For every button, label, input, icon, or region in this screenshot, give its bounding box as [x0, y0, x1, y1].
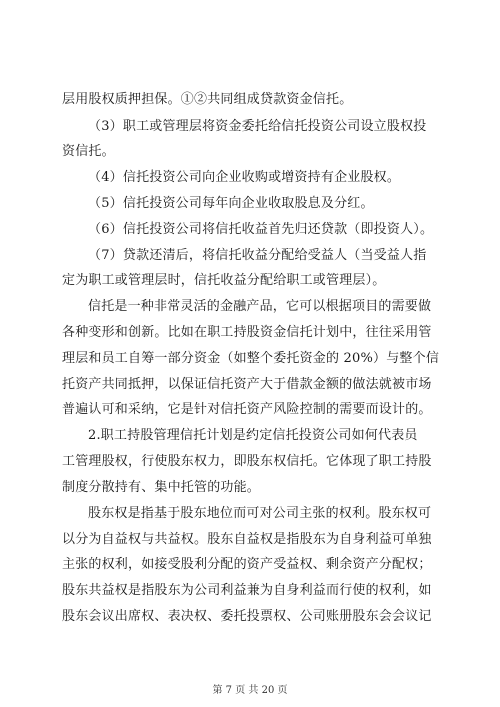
text-line: 普遍认可和采纳，它是针对信托资产风险控制的需要而设计的。	[62, 402, 432, 417]
text-line: 股东权是指基于股东地位而可对公司主张的权利。股东权可	[88, 506, 432, 521]
text-line: （3）职工或管理层将资金委托给信托投资公司设立股权投	[88, 119, 427, 134]
text-line: 制度分散持有、集中托管的功能。	[62, 480, 261, 495]
text-line: （5）信托投资公司每年向企业收取股息及分红。	[88, 196, 374, 211]
text-line: 各种变形和创新。比如在职工持股资金信托计划中，往往采用管	[62, 325, 432, 340]
text-line: 工管理股权，行使股东权力，即股东权信托。它体现了职工持股	[62, 454, 432, 469]
text-line: 股东会议出席权、表决权、委托投票权、公司账册股东会会议记	[62, 609, 432, 624]
text-line: 层用股权质押担保。①②共同组成贷款资金信托。	[62, 92, 353, 107]
text-line: 托资产共同抵押，以保证信托资产大于借款金额的做法就被市场	[62, 377, 432, 392]
text-line: 主张的权利，如接受股利分配的资产受益权、剩余资产分配权；	[62, 557, 432, 572]
text-line: 理层和员工自筹一部分资金（如整个委托资金的 20%）与整个信	[62, 351, 440, 366]
text-line: 2.职工持股管理信托计划是约定信托投资公司如何代表员	[88, 428, 418, 443]
text-line: 信托是一种非常灵活的金融产品，它可以根据项目的需要做	[88, 299, 432, 314]
text-line: （7）贷款还清后，将信托收益分配给受益人（当受益人指	[88, 248, 427, 263]
page-number-footer: 第 7 页 共 20 页	[212, 685, 288, 696]
text-line: （4）信托投资公司向企业收购或增资持有企业股权。	[88, 170, 401, 185]
text-line: （6）信托投资公司将信托收益首先归还贷款（即投资人）。	[88, 222, 434, 237]
text-line: 资信托。	[62, 144, 115, 159]
text-line: 以分为自益权与共益权。股东自益权是指股东为自身利益可单独	[62, 532, 432, 547]
text-line: 股东共益权是指股东为公司利益兼为自身利益而行使的权利，如	[62, 583, 432, 598]
text-line: 定为职工或管理层时，信托收益分配给职工或管理层）。	[62, 273, 386, 288]
